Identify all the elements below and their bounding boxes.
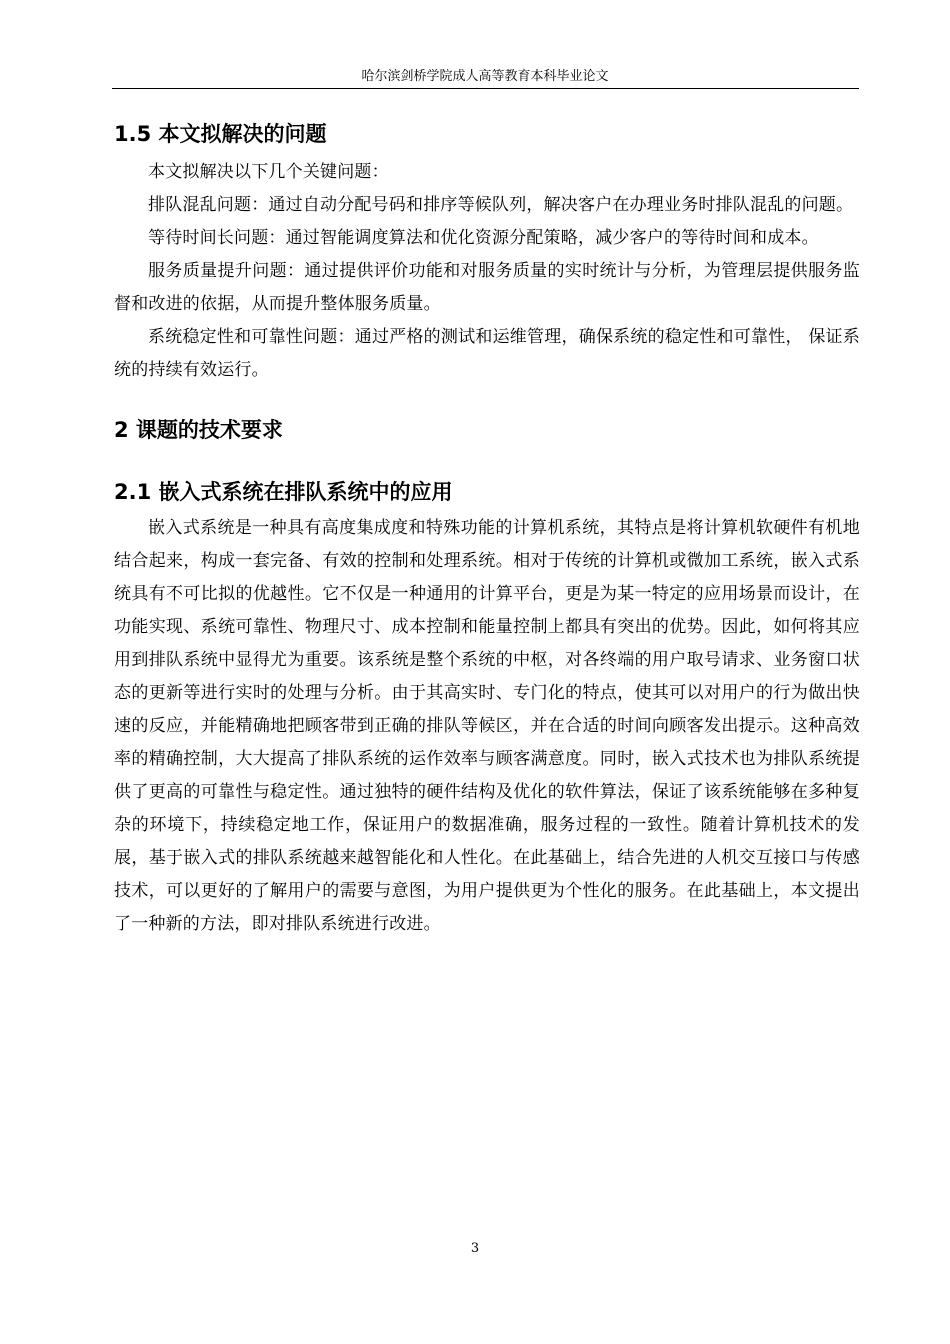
problem-item-queue-chaos: 排队混乱问题：通过自动分配号码和排序等候队列，解决客户在办理业务时排队混乱的问题。 [148, 195, 854, 215]
problem-item-stability: 系统稳定性和可靠性问题：通过严格的测试和运维管理，确保系统的稳定性和可靠性， 保证系统的持续有效运行。 [114, 327, 860, 380]
section-1-5-intro: 本文拟解决以下几个关键问题： [148, 162, 389, 182]
problem-item-wait-time: 等待时间长问题：通过智能调度算法和优化资源分配策略，减少客户的等待时间和成本。 [148, 228, 819, 248]
header-divider [112, 88, 859, 89]
problem-item-service-quality: 服务质量提升问题：通过提供评价功能和对服务质量的实时统计与分析，为管理层提供服务监督和改进的依据，从而提升整体服务质量。 [114, 261, 860, 314]
section-2-1-body: 嵌入式系统是一种具有高度集成度和特殊功能的计算机系统，其特点是将计算机软硬件有机地结合起来，构成一套完备、有效的控制和处理系统。相对于传统的计算机或微加工系统，嵌入式系统具有不可比拟的优越性。它不仅是一种通用的计算平台，更是为某一特定的应用场景而设计，在功能实现、系统可靠性、物理尺寸、成本控制和能量控制上都具有突出的优势。因此，如何将其应用到排队系统中显得尤为重要。该系统是整个系统的中枢，对各终端的用户取号请求、业务窗口状态的更新等进行实时的处理与分析。由于其高实时、专门化的特点，使其可以对用户的行为做出快速的反应，并能精确地把顾客带到正确的排队等候区，并在合适的时间向顾客发出提示。这种高效率的精确控制，大大提高了排队系统的运作效率与顾客满意度。同时，嵌入式技术也为排队系统提供了更高的可靠性与稳定性。通过独特的硬件结构及优化的软件算法，保证了该系统能够在多种复杂的环境下，持续稳定地工作，保证用户的数据准确，服务过程的一致性。随着计算机技术的发展，基于嵌入式的排队系统越来越智能化和人性化。在此基础上，结合先进的人机交互接口与传感技术，可以更好的了解用户的需要与意图，为用户提供更为个性化的服务。在此基础上，本文提出了一种新的方法，即对排队系统进行改进。 [114, 518, 860, 934]
section-heading-2-1: 2.1 嵌入式系统在排队系统中的应用 [114, 480, 453, 504]
section-heading-2: 2 课题的技术要求 [114, 418, 283, 442]
section-heading-1-5: 1.5 本文拟解决的问题 [114, 122, 327, 146]
running-header: 哈尔滨剑桥学院成人高等教育本科毕业论文 [361, 69, 609, 84]
page-content [114, 118, 860, 941]
page-number: 3 [470, 1241, 480, 1256]
